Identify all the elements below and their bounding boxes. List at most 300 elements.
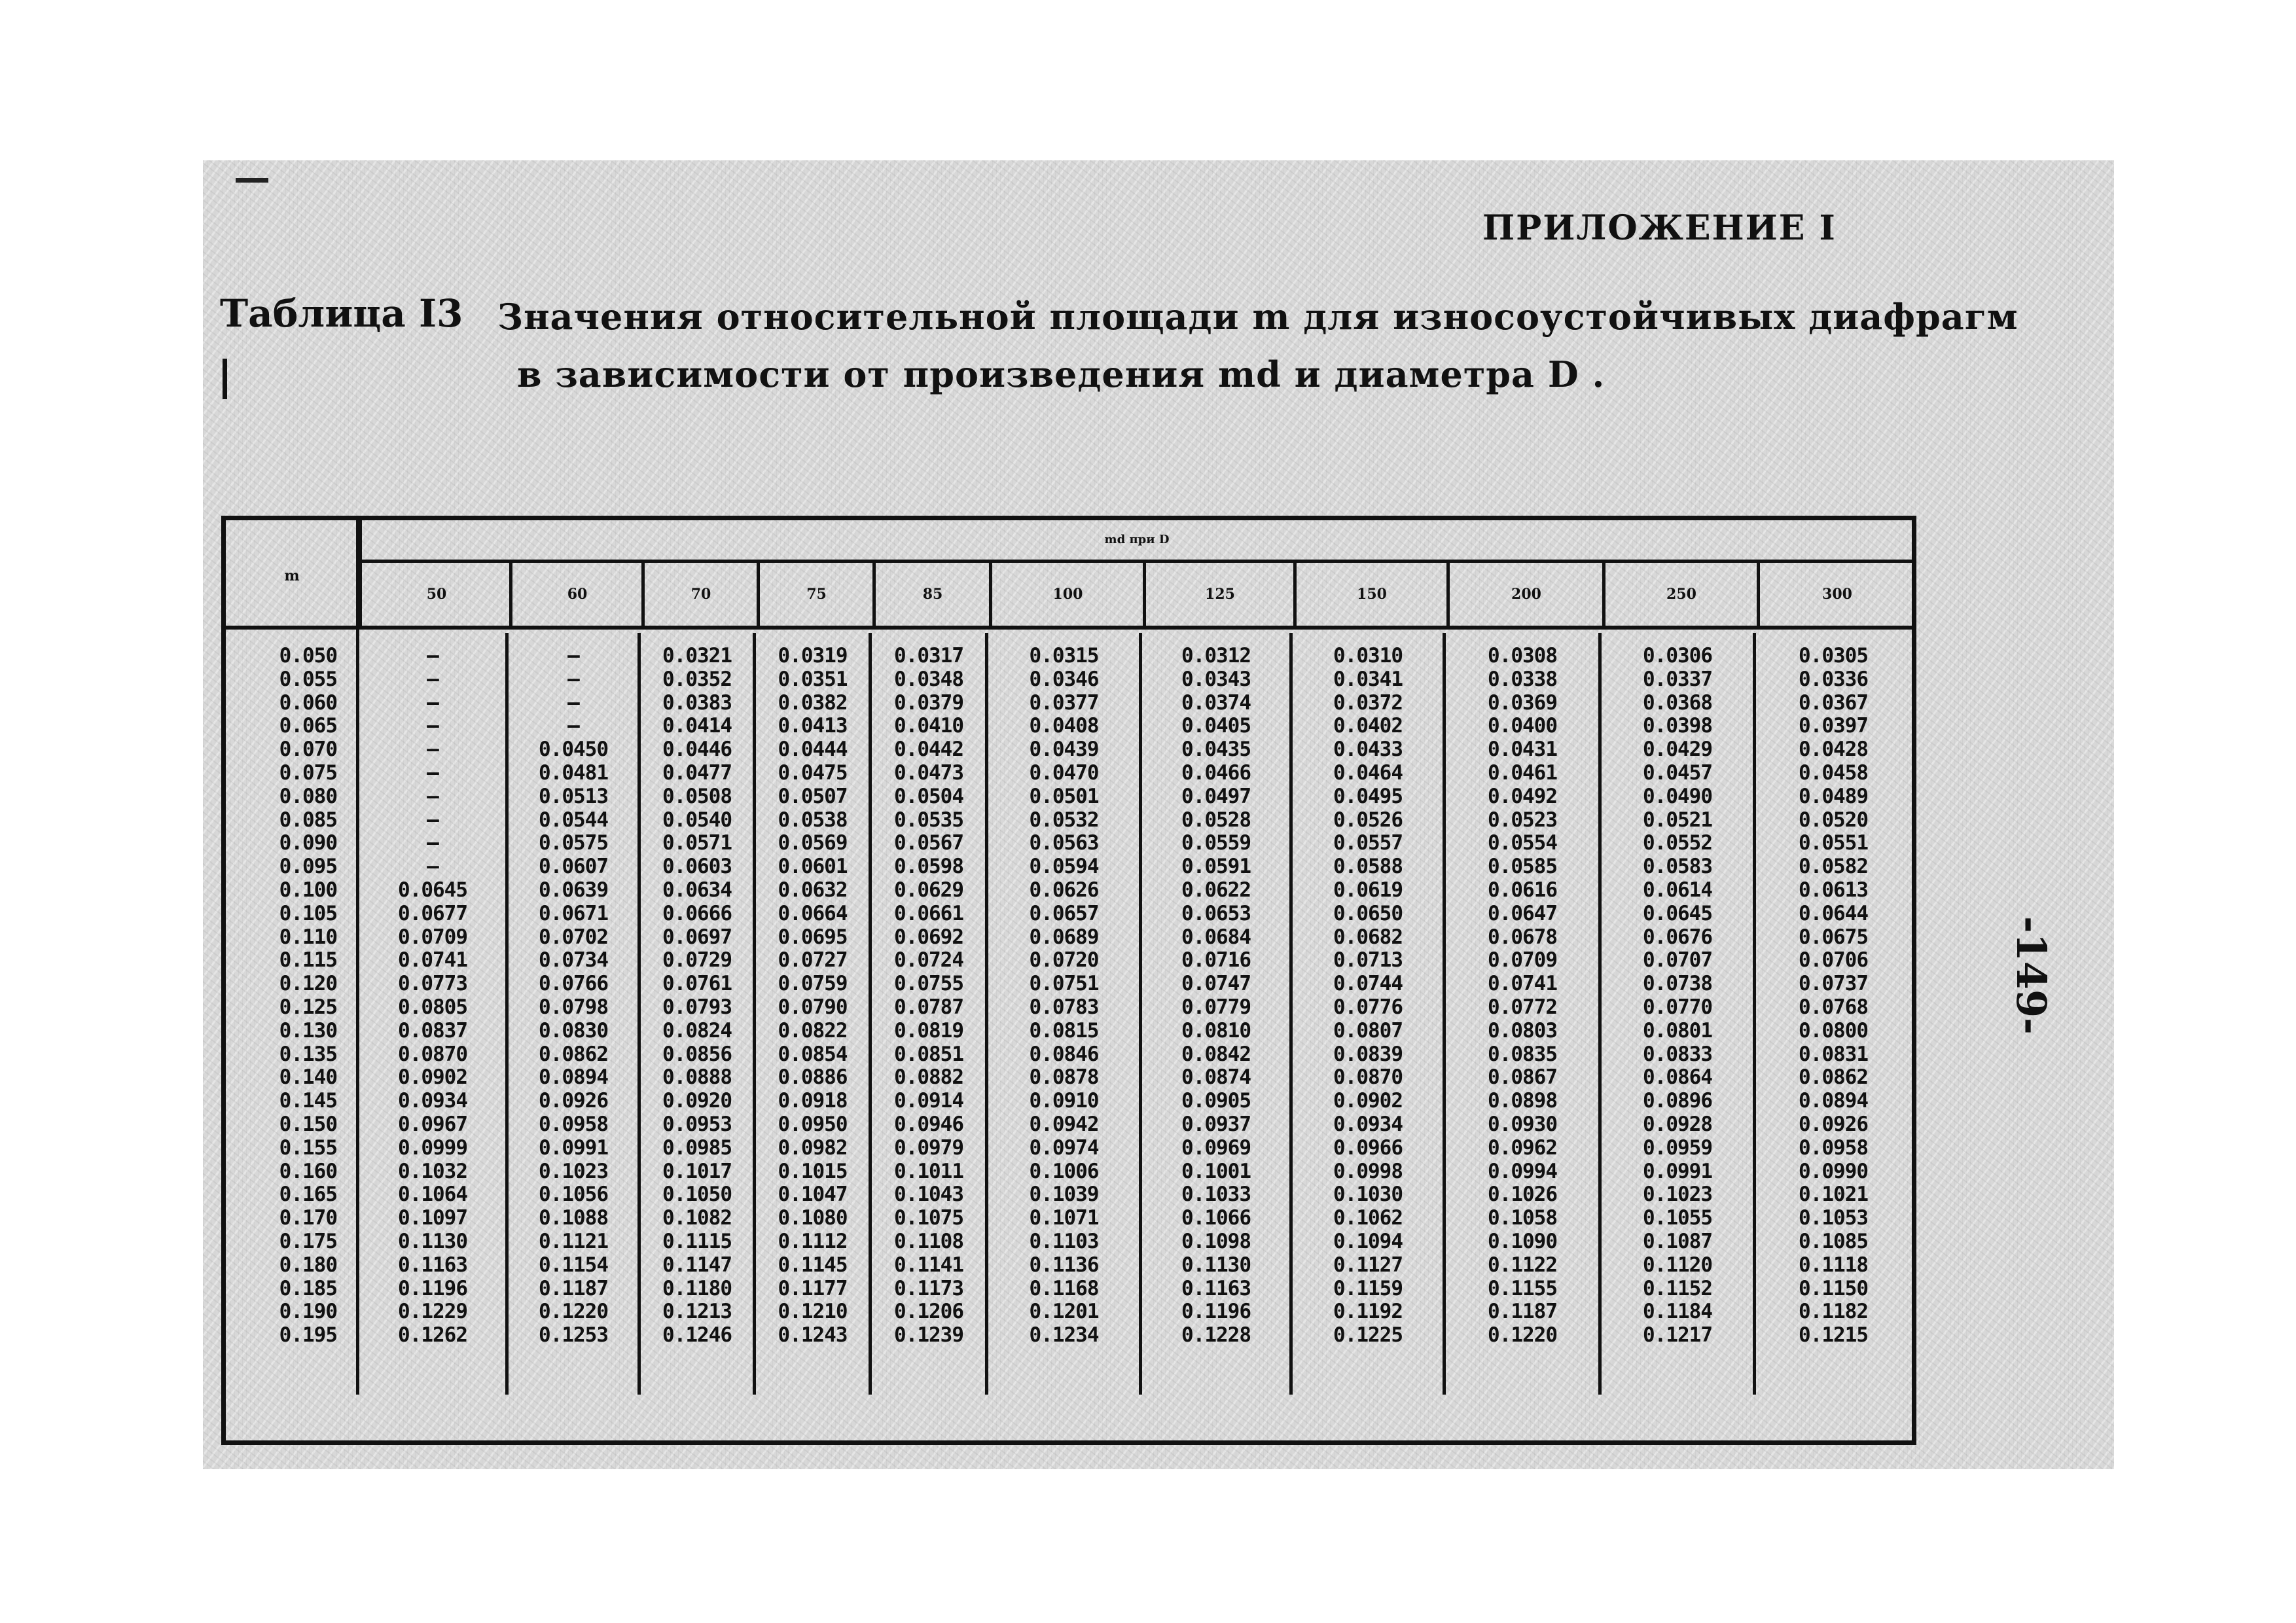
- table-cell: 0.0870: [398, 1042, 467, 1066]
- table-cell: 0.0351: [778, 667, 848, 691]
- table-cell: 0.1145: [778, 1253, 848, 1277]
- table-cell: 0.0759: [778, 972, 848, 996]
- table-cell: 0.0317: [894, 644, 963, 668]
- column-D60: [507, 645, 639, 1347]
- table-cell: 0.0490: [1643, 784, 1712, 808]
- table-cell: 0.0457: [1643, 760, 1712, 785]
- table-cell: 0.0870: [1333, 1065, 1403, 1090]
- table-cell: 0.1201: [1029, 1300, 1099, 1324]
- column-D85: [870, 645, 987, 1347]
- table-cell: 0.0734: [539, 948, 608, 972]
- table-cell: 0.0666: [662, 901, 732, 925]
- table-cell: 0.1196: [398, 1276, 467, 1300]
- table-cell: 0.1043: [894, 1183, 963, 1207]
- table-cell: 0.0798: [539, 995, 608, 1019]
- table-cell: 0.0585: [1488, 855, 1557, 879]
- table-cell: 0.0661: [894, 901, 963, 925]
- table-cell: 0.1228: [1181, 1323, 1251, 1347]
- table-cell: 0.0428: [1799, 738, 1868, 762]
- table-cell: 0.0842: [1181, 1042, 1251, 1066]
- table-cell: 0.1011: [894, 1159, 963, 1183]
- table-cell: 0.0959: [1643, 1135, 1712, 1160]
- table-cell: 0.0650: [1333, 901, 1403, 925]
- header-divider: [641, 563, 645, 626]
- table-cell: 0.0779: [1181, 995, 1251, 1019]
- table-cell: 0.0528: [1181, 808, 1251, 832]
- table-cell: 0.0934: [1333, 1112, 1403, 1136]
- table-cell: 0.0766: [539, 972, 608, 996]
- table-cell: 0.0639: [539, 878, 608, 902]
- table-cell: 0.0937: [1181, 1112, 1251, 1136]
- table-cell: 0.1206: [894, 1300, 963, 1324]
- table-cell: 0.0337: [1643, 667, 1712, 691]
- table-cell: 0.0709: [398, 925, 467, 949]
- table-cell: 0.0475: [778, 760, 848, 785]
- table-cell: 0.1130: [1181, 1253, 1251, 1277]
- table-cell: 0.0926: [539, 1089, 608, 1113]
- table-cell: 0.1006: [1029, 1159, 1099, 1183]
- table-cell: 0.0994: [1488, 1159, 1557, 1183]
- table-cell: 0.0803: [1488, 1018, 1557, 1043]
- table-cell: 0.0874: [1181, 1065, 1251, 1090]
- table-cell: —: [427, 714, 439, 738]
- table-cell: —: [427, 808, 439, 832]
- table-cell: 0.0727: [778, 948, 848, 972]
- column-divider: [1139, 633, 1142, 1395]
- table-cell: 0.1122: [1488, 1253, 1557, 1277]
- table-cell: 0.0801: [1643, 1018, 1712, 1043]
- m-value: 0.105: [279, 901, 337, 925]
- table-cell: —: [567, 644, 579, 668]
- table-cell: 0.0709: [1488, 948, 1557, 972]
- table-cell: 0.0504: [894, 784, 963, 808]
- m-value: 0.155: [279, 1135, 337, 1160]
- table-title-line1: Значения относительной площади m для износоустойчивых диафрагм: [497, 296, 2018, 338]
- table-cell: 0.0819: [894, 1018, 963, 1043]
- table-cell: 0.1118: [1799, 1253, 1868, 1277]
- table-cell: 0.0833: [1643, 1042, 1712, 1066]
- table-cell: 0.0724: [894, 948, 963, 972]
- table-cell: 0.0761: [662, 972, 732, 996]
- table-cell: 0.0367: [1799, 690, 1868, 715]
- table-cell: 0.0999: [398, 1135, 467, 1160]
- table-cell: 0.0444: [778, 738, 848, 762]
- table-cell: 0.0644: [1799, 901, 1868, 925]
- table-cell: 0.1050: [662, 1183, 732, 1207]
- table-cell: 0.0824: [662, 1018, 732, 1043]
- table-cell: 0.1026: [1488, 1183, 1557, 1207]
- table-cell: 0.0738: [1643, 972, 1712, 996]
- table-cell: 0.0707: [1643, 948, 1712, 972]
- m-value: 0.160: [279, 1159, 337, 1183]
- column-header-row: [358, 563, 1912, 630]
- m-value: 0.115: [279, 948, 337, 972]
- table-cell: 0.0614: [1643, 878, 1712, 902]
- m-value: 0.135: [279, 1042, 337, 1066]
- table-cell: 0.0671: [539, 901, 608, 925]
- table-cell: 0.0854: [778, 1042, 848, 1066]
- table-cell: 0.1187: [539, 1276, 608, 1300]
- table-cell: 0.0477: [662, 760, 732, 785]
- table-cell: 0.0958: [1799, 1135, 1868, 1160]
- table-cell: —: [567, 690, 579, 715]
- column-D125: [1141, 645, 1291, 1347]
- table-cell: 0.0446: [662, 738, 732, 762]
- table-cell: 0.0591: [1181, 855, 1251, 879]
- column-header-D60: 60: [567, 586, 588, 603]
- table-cell: 0.1087: [1643, 1229, 1712, 1253]
- table-cell: 0.0594: [1029, 855, 1099, 879]
- m-value: 0.165: [279, 1183, 337, 1207]
- table-cell: —: [427, 784, 439, 808]
- table-cell: 0.0894: [539, 1065, 608, 1090]
- column-header-D70: 70: [691, 586, 711, 603]
- table-cell: 0.0878: [1029, 1065, 1099, 1090]
- table-cell: 0.0603: [662, 855, 732, 879]
- table-cell: 0.1220: [1488, 1323, 1557, 1347]
- table-cell: 0.1184: [1643, 1300, 1712, 1324]
- table-cell: 0.0450: [539, 738, 608, 762]
- table-cell: 0.0464: [1333, 760, 1403, 785]
- table-cell: 0.0966: [1333, 1135, 1403, 1160]
- table-cell: 0.1071: [1029, 1206, 1099, 1230]
- table-cell: 0.0862: [539, 1042, 608, 1066]
- table-cell: 0.0702: [539, 925, 608, 949]
- table-cell: 0.0958: [539, 1112, 608, 1136]
- m-value: 0.110: [279, 925, 337, 949]
- table-cell: 0.0706: [1799, 948, 1868, 972]
- table-cell: 0.0377: [1029, 690, 1099, 715]
- table-cell: 0.0676: [1643, 925, 1712, 949]
- table-cell: 0.0982: [778, 1135, 848, 1160]
- table-cell: —: [427, 738, 439, 762]
- table-cell: 0.0336: [1799, 667, 1868, 691]
- m-value: 0.065: [279, 714, 337, 738]
- m-value: 0.120: [279, 972, 337, 996]
- table-cell: 0.0567: [894, 831, 963, 855]
- table-cell: 0.0398: [1643, 714, 1712, 738]
- table-cell: 0.0368: [1643, 690, 1712, 715]
- column-header-D100: 100: [1052, 586, 1083, 603]
- table-cell: 0.0569: [778, 831, 848, 855]
- table-cell: 0.1017: [662, 1159, 732, 1183]
- table-cell: 0.1215: [1799, 1323, 1868, 1347]
- table-cell: 0.0950: [778, 1112, 848, 1136]
- table-cell: 0.0481: [539, 760, 608, 785]
- table-cell: 0.0470: [1029, 760, 1099, 785]
- table-cell: 0.0473: [894, 760, 963, 785]
- table-cell: 0.0967: [398, 1112, 467, 1136]
- table-cell: 0.0431: [1488, 738, 1557, 762]
- table-cell: 0.1015: [778, 1159, 848, 1183]
- table-cell: 0.1187: [1488, 1300, 1557, 1324]
- table-cell: 0.1112: [778, 1229, 848, 1253]
- table-cell: 0.1177: [778, 1276, 848, 1300]
- column-header-D125: 125: [1205, 586, 1235, 603]
- table-cell: 0.1097: [398, 1206, 467, 1230]
- table-cell: 0.0310: [1333, 644, 1403, 668]
- table-cell: 0.0851: [894, 1042, 963, 1066]
- table-cell: 0.0319: [778, 644, 848, 668]
- table-cell: 0.1090: [1488, 1229, 1557, 1253]
- column-divider: [356, 520, 359, 1395]
- table-cell: 0.0466: [1181, 760, 1251, 785]
- table-cell: 0.1154: [539, 1253, 608, 1277]
- table-cell: 0.0507: [778, 784, 848, 808]
- table-cell: 0.0862: [1799, 1065, 1868, 1090]
- table-cell: 0.0653: [1181, 901, 1251, 925]
- table-cell: —: [427, 760, 439, 785]
- table-cell: 0.0513: [539, 784, 608, 808]
- table-cell: 0.0910: [1029, 1089, 1099, 1113]
- table-cell: 0.0998: [1333, 1159, 1403, 1183]
- table-cell: 0.1155: [1488, 1276, 1557, 1300]
- table-cell: 0.0896: [1643, 1089, 1712, 1113]
- table-cell: 0.0815: [1029, 1018, 1099, 1043]
- table-cell: 0.1023: [1643, 1183, 1712, 1207]
- table-cell: 0.0657: [1029, 901, 1099, 925]
- table-cell: 0.0575: [539, 831, 608, 855]
- header-divider: [989, 563, 992, 626]
- table-cell: 0.0882: [894, 1065, 963, 1090]
- table-cell: 0.0810: [1181, 1018, 1251, 1043]
- margin-dash: [236, 178, 268, 183]
- data-table: [221, 516, 1916, 1445]
- table-cell: 0.0372: [1333, 690, 1403, 715]
- table-cell: 0.0914: [894, 1089, 963, 1113]
- table-cell: 0.1075: [894, 1206, 963, 1230]
- table-cell: 0.1246: [662, 1323, 732, 1347]
- column-D50: [358, 645, 507, 1347]
- table-cell: 0.1182: [1799, 1300, 1868, 1324]
- table-cell: 0.0770: [1643, 995, 1712, 1019]
- table-cell: 0.0830: [539, 1018, 608, 1043]
- table-cell: 0.0747: [1181, 972, 1251, 996]
- table-cell: 0.0626: [1029, 878, 1099, 902]
- table-cell: 0.0312: [1181, 644, 1251, 668]
- column-header-D300: 300: [1822, 586, 1852, 603]
- table-cell: 0.1225: [1333, 1323, 1403, 1347]
- header-divider: [1446, 563, 1450, 626]
- header-divider: [757, 563, 760, 626]
- table-cell: 0.0737: [1799, 972, 1868, 996]
- table-cell: 0.1150: [1799, 1276, 1868, 1300]
- table-cell: 0.0598: [894, 855, 963, 879]
- table-cell: 0.1094: [1333, 1229, 1403, 1253]
- table-cell: 0.0744: [1333, 972, 1403, 996]
- table-cell: 0.0552: [1643, 831, 1712, 855]
- table-cell: 0.0540: [662, 808, 732, 832]
- margin-bar: [223, 359, 227, 399]
- m-value: 0.140: [279, 1065, 337, 1090]
- m-value: 0.070: [279, 738, 337, 762]
- table-cell: 0.0532: [1029, 808, 1099, 832]
- table-cell: 0.0741: [398, 948, 467, 972]
- table-cell: 0.0346: [1029, 667, 1099, 691]
- table-cell: 0.1210: [778, 1300, 848, 1324]
- table-cell: 0.0495: [1333, 784, 1403, 808]
- table-cell: 0.1163: [398, 1253, 467, 1277]
- table-cell: 0.0632: [778, 878, 848, 902]
- table-cell: 0.0831: [1799, 1042, 1868, 1066]
- table-cell: 0.0928: [1643, 1112, 1712, 1136]
- table-cell: 0.0678: [1488, 925, 1557, 949]
- column-divider: [753, 633, 756, 1395]
- table-cell: 0.1030: [1333, 1183, 1403, 1207]
- table-cell: 0.1196: [1181, 1300, 1251, 1324]
- table-cell: 0.0429: [1643, 738, 1712, 762]
- m-value: 0.100: [279, 878, 337, 902]
- appendix-label: ПРИЛОЖЕНИЕ I: [1482, 208, 1837, 248]
- table-cell: 0.0645: [398, 878, 467, 902]
- table-cell: 0.0787: [894, 995, 963, 1019]
- table-cell: 0.1021: [1799, 1183, 1868, 1207]
- m-value: 0.150: [279, 1112, 337, 1136]
- table-cell: 0.0538: [778, 808, 848, 832]
- table-cell: 0.0607: [539, 855, 608, 879]
- table-cell: 0.1173: [894, 1276, 963, 1300]
- table-cell: 0.1262: [398, 1323, 467, 1347]
- table-cell: —: [567, 714, 579, 738]
- table-cell: 0.0902: [1333, 1089, 1403, 1113]
- table-cell: 0.0991: [539, 1135, 608, 1160]
- m-value: 0.090: [279, 831, 337, 855]
- table-cell: 0.0520: [1799, 808, 1868, 832]
- table-cell: 0.0768: [1799, 995, 1868, 1019]
- table-cell: 0.0783: [1029, 995, 1099, 1019]
- table-cell: 0.0315: [1029, 644, 1099, 668]
- table-cell: 0.1055: [1643, 1206, 1712, 1230]
- table-cell: 0.0776: [1333, 995, 1403, 1019]
- table-cell: 0.1136: [1029, 1253, 1099, 1277]
- table-cell: 0.1058: [1488, 1206, 1557, 1230]
- table-cell: 0.0805: [398, 995, 467, 1019]
- column-divider: [1289, 633, 1293, 1395]
- table-cell: 0.0433: [1333, 738, 1403, 762]
- table-cell: 0.0634: [662, 878, 732, 902]
- table-cell: 0.1039: [1029, 1183, 1099, 1207]
- table-cell: 0.0985: [662, 1135, 732, 1160]
- m-value: 0.130: [279, 1018, 337, 1043]
- table-cell: 0.1253: [539, 1323, 608, 1347]
- table-cell: 0.0439: [1029, 738, 1099, 762]
- table-cell: 0.1056: [539, 1183, 608, 1207]
- table-cell: 0.1115: [662, 1229, 732, 1253]
- table-cell: 0.0551: [1799, 831, 1868, 855]
- table-cell: 0.0571: [662, 831, 732, 855]
- column-divider: [1443, 633, 1446, 1395]
- table-cell: 0.0692: [894, 925, 963, 949]
- column-divider: [1598, 633, 1602, 1395]
- m-value: 0.085: [279, 808, 337, 832]
- column-D70: [639, 645, 755, 1347]
- table-cell: 0.0521: [1643, 808, 1712, 832]
- header-divider: [1293, 563, 1297, 626]
- table-cell: 0.0926: [1799, 1112, 1868, 1136]
- table-cell: 0.0341: [1333, 667, 1403, 691]
- m-value: 0.180: [279, 1253, 337, 1277]
- table-cell: 0.1213: [662, 1300, 732, 1324]
- m-value: 0.055: [279, 667, 337, 691]
- m-value: 0.095: [279, 855, 337, 879]
- table-cell: 0.0348: [894, 667, 963, 691]
- m-value: 0.175: [279, 1229, 337, 1253]
- header-divider: [509, 563, 512, 626]
- table-cell: 0.1103: [1029, 1229, 1099, 1253]
- column-D75: [755, 645, 870, 1347]
- m-value: 0.075: [279, 760, 337, 785]
- table-cell: 0.0720: [1029, 948, 1099, 972]
- table-cell: 0.1062: [1333, 1206, 1403, 1230]
- table-cell: 0.0856: [662, 1042, 732, 1066]
- table-cell: 0.0544: [539, 808, 608, 832]
- table-cell: 0.0689: [1029, 925, 1099, 949]
- table-cell: 0.0321: [662, 644, 732, 668]
- table-cell: 0.0946: [894, 1112, 963, 1136]
- table-cell: 0.0839: [1333, 1042, 1403, 1066]
- table-cell: 0.0969: [1181, 1135, 1251, 1160]
- table-cell: 0.1217: [1643, 1323, 1712, 1347]
- table-cell: 0.0383: [662, 690, 732, 715]
- table-cell: 0.0894: [1799, 1089, 1868, 1113]
- column-header-D250: 250: [1666, 586, 1696, 603]
- m-value: 0.145: [279, 1089, 337, 1113]
- table-cell: —: [427, 855, 439, 879]
- table-cell: 0.0501: [1029, 784, 1099, 808]
- m-value: 0.080: [279, 784, 337, 808]
- table-cell: 0.0601: [778, 855, 848, 879]
- table-cell: 0.1085: [1799, 1229, 1868, 1253]
- column-divider: [505, 633, 509, 1395]
- table-cell: 0.1064: [398, 1183, 467, 1207]
- column-header-D150: 150: [1357, 586, 1387, 603]
- m-value: 0.185: [279, 1276, 337, 1300]
- table-cell: 0.0953: [662, 1112, 732, 1136]
- table-cell: 0.0645: [1643, 901, 1712, 925]
- table-cell: 0.0308: [1488, 644, 1557, 668]
- table-cell: 0.0934: [398, 1089, 467, 1113]
- table-cell: 0.0408: [1029, 714, 1099, 738]
- table-cell: 0.1088: [539, 1206, 608, 1230]
- m-value: 0.060: [279, 690, 337, 715]
- table-cell: 0.0729: [662, 948, 732, 972]
- table-cell: 0.0563: [1029, 831, 1099, 855]
- column-header-D75: 75: [806, 586, 827, 603]
- table-cell: 0.0902: [398, 1065, 467, 1090]
- column-divider: [869, 633, 872, 1395]
- table-cell: 0.0306: [1643, 644, 1712, 668]
- table-cell: 0.0458: [1799, 760, 1868, 785]
- table-cell: 0.0991: [1643, 1159, 1712, 1183]
- table-cell: 0.1032: [398, 1159, 467, 1183]
- table-cell: 0.1234: [1029, 1323, 1099, 1347]
- table-cell: 0.0588: [1333, 855, 1403, 879]
- table-cell: 0.0400: [1488, 714, 1557, 738]
- table-cell: 0.0905: [1181, 1089, 1251, 1113]
- page-number: -149-: [2007, 916, 2055, 1035]
- table-cell: 0.0835: [1488, 1042, 1557, 1066]
- table-cell: 0.0886: [778, 1065, 848, 1090]
- table-cell: 0.1108: [894, 1229, 963, 1253]
- table-cell: 0.0397: [1799, 714, 1868, 738]
- table-cell: 0.0414: [662, 714, 732, 738]
- table-cell: 0.0979: [894, 1135, 963, 1160]
- table-cell: 0.0772: [1488, 995, 1557, 1019]
- table-cell: 0.0435: [1181, 738, 1251, 762]
- table-cell: 0.0554: [1488, 831, 1557, 855]
- m-value: 0.195: [279, 1323, 337, 1347]
- m-value: 0.050: [279, 644, 337, 668]
